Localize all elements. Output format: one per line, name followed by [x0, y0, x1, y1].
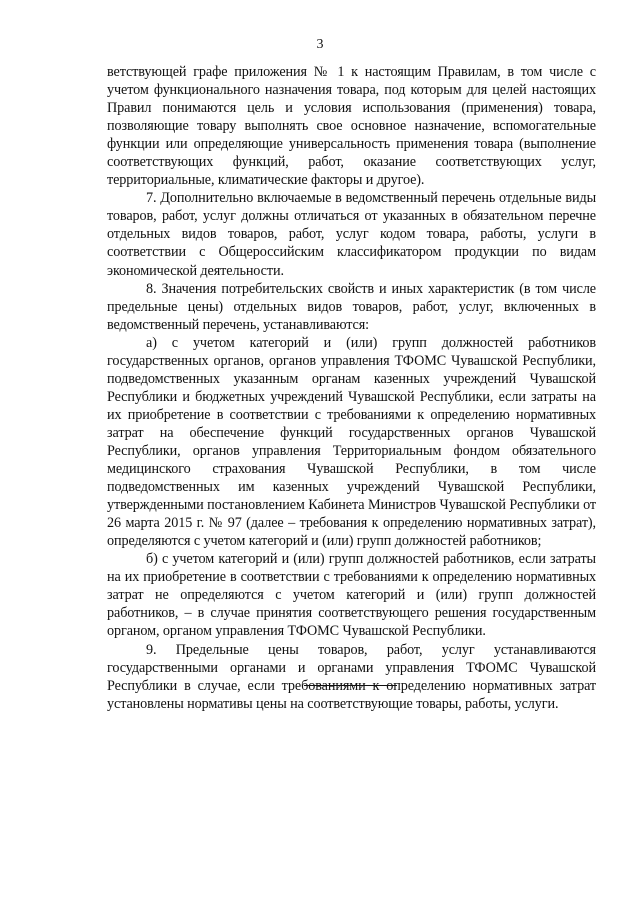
- paragraph-item-8: 8. Значения потребительских свойств и иных характеристик (в том числе предельные цены) отдельных видов товаров, работ, услуг, включенных в ведомственный перечень, устанавливаются:: [107, 280, 596, 333]
- paragraph-item-9: 9. Предельные цены товаров, работ, услуг устанавливаются государственными органами и органами управления ТФОМС Чувашской Республики в случае, если требованиями к определению нормативных затрат установлены нормативы цены на соответствующие товары, работы, услуги.: [107, 641, 596, 712]
- closing-divider-line: [304, 685, 397, 686]
- page-number: 3: [316, 37, 324, 52]
- paragraph-item-8b: б) с учетом категорий и (или) групп должностей работников, если затраты на их приобретение в соответствии с требованиями к определению нормативных затрат не определяются с учетом категорий и (или) групп должностей работников, – в случае принятия соответствующего решения государственным органом, органом управления ТФОМС Чувашской Республики.: [107, 551, 596, 640]
- paragraph-item-8a: а) с учетом категорий и (или) групп должностей работников государственных органов, органов управления ТФОМС Чувашской Республики, подведомственных указанным органам казенных учреждений Чувашской Республики и бюджетных учреждений Чувашской Республики, если затраты на их приобретение в соответствии с требованиями к определению нормативных затрат на обеспечение функций государственных органов Чувашской Республики, органов управления Территориальным фондом обязательного медицинского страхования Чувашской Республики, в том числе подведомственных им казенных учреждений Чувашской Республики, утвержденными постановлением Кабинета Министров Чувашской Республики от 26 марта 2015 г. № 97 (далее – требования к определению нормативных затрат), определяются с учетом категорий и (или) групп должностей работников;: [107, 334, 596, 550]
- paragraph-continuation: ветствующей графе приложения № 1 к настоящим Правилам, в том числе с учетом функционального назначения товара, под которым для целей настоящих Правил понимаются цель и условия использования (применения) товара, позволяющие товару выполнять свое основное назначение, вспомогательные функции или определяющие универсальность применения товара (выполнение соответствующих функций, работ, оказание соответствующих услуг, территориальные, климатические факторы и другое).: [107, 64, 596, 189]
- document-body: [107, 63, 596, 713]
- paragraph-item-7: 7. Дополнительно включаемые в ведомственный перечень отдельные виды товаров, работ, услуг должны отличаться от указанных в обязательном перечне отдельных видов товаров, работ, услуг кодом товара, работы, услуги в соответствии с Общероссийским классификатором продукции по видам экономической деятельности.: [107, 190, 596, 279]
